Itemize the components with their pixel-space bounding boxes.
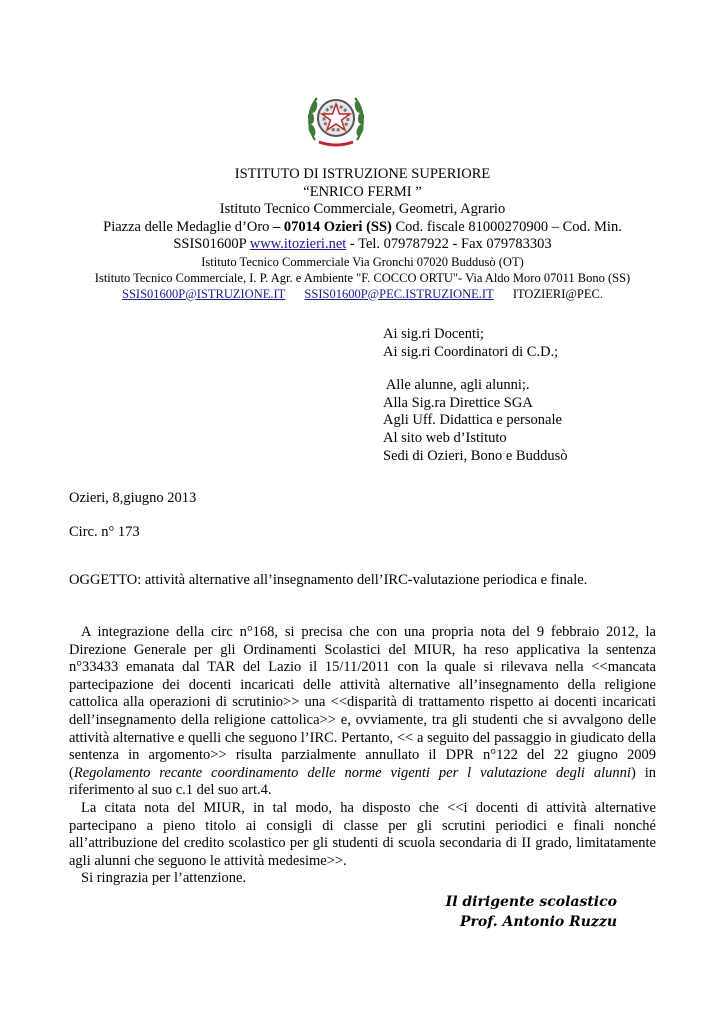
recipient: Ai sig.ri Coordinatori di C.D.; — [383, 343, 559, 360]
email-itozieri-pec: ITOZIERI@PEC. — [512, 286, 603, 301]
letter-subject: OGGETTO: attività alternative all’insegnamento dell’IRC-valutazione periodica e finale. — [69, 572, 588, 588]
email-link-pec[interactable]: SSIS01600P@PEC.ISTRUZIONE.IT — [304, 286, 494, 301]
recipients-block — [383, 326, 567, 465]
recipient: Alle alunne, agli alunni;. — [383, 377, 530, 394]
recipient: Al sito web d’Istituto — [383, 429, 507, 446]
email-link-istruzione[interactable]: SSIS01600P@ISTRUZIONE.IT — [122, 286, 286, 301]
italian-republic-emblem-icon — [305, 82, 367, 152]
signer-name: Prof. Antonio Ruzzu — [460, 914, 617, 930]
recipient: Ai sig.ri Docenti; — [383, 326, 485, 342]
recipient: Alla Sig.ra Direttice SGA — [383, 394, 533, 411]
institute-name: “ENRICO FERMI ” — [303, 183, 422, 200]
signer-role: Il dirigente scolastico — [445, 894, 617, 910]
institute-address: Piazza delle Medaglie d’Oro – 07014 Ozieri (SS) Cod. fiscale 81000270900 – Cod. Min. — [103, 218, 622, 235]
institute-type: ISTITUTO DI ISTRUZIONE SUPERIORE — [234, 166, 491, 182]
recipient: Sedi di Ozieri, Bono e Buddusò — [383, 447, 568, 464]
body-paragraph: Si ringrazia per l’attenzione. — [81, 870, 247, 887]
letter-body — [69, 624, 656, 888]
body-paragraph: La citata nota del MIUR, in tal modo, ha disposto che <<i docenti di attività alternative partecipano a pieno titolo ai consigli di classe per gli scrutini periodici e finali nonché all’attribuzione del credito scolastico per gli studenti di scuola secondaria di II grado, limitatamente agli alunni che seguono le attività medesime>>. — [69, 799, 656, 869]
email-addresses — [40, 286, 685, 302]
letterhead — [40, 166, 685, 302]
signature-block — [446, 892, 617, 932]
institute-branches: Istituto Tecnico Commerciale, Geometri, Agrario — [219, 201, 506, 217]
branch-bono: Istituto Tecnico Commerciale, I. P. Agr. e Ambiente "F. COCCO ORTU"- Via Aldo Moro 07011 Bono (SS) — [94, 270, 631, 285]
website-link[interactable]: www.itozieri.net — [249, 236, 347, 252]
circular-number: Circ. n° 173 — [69, 524, 140, 540]
recipient: Agli Uff. Didattica e personale — [383, 412, 562, 429]
institute-contacts: SSIS01600P www.itozieri.net - Tel. 079787922 - Fax 079783303 — [173, 236, 552, 252]
body-paragraph: A integrazione della circ n°168, si precisa che con una propria nota del 9 febbraio 2012, la Direzione Generale per gli Ordinamenti Scolastici del MIUR, ha reso applicativa la sentenza n°33433 emanata dal TAR del Lazio il 15/11/2011 con la quale si rilevava nella <<mancata partecipazione dei docenti incaricati delle attività alternative all’insegnamento della religione cattolica alla operazioni di scrutinio>> una <<disparità di trattamento rispetto ai docenti incaricati dell’insegnamento della religione cattolica>> e, ovviamente, tra gli studenti che si avvalgono delle attività alternative e quelli che seguono l’IRC. Pertanto, << a seguito del passaggio in giudicato della sentenza in argomento>> risulta parzialmente annullato il DPR n°122 del 22 giugno 2009 (Regolamento recante coordinamento delle norme vigenti per l valutazione degli alunni) in riferimento al suo c.1 del suo art.4. — [69, 624, 656, 799]
branch-budduso: Istituto Tecnico Commerciale Via Gronchi 07020 Buddusò (OT) — [201, 254, 524, 269]
letter-date: Ozieri, 8,giugno 2013 — [69, 490, 197, 506]
